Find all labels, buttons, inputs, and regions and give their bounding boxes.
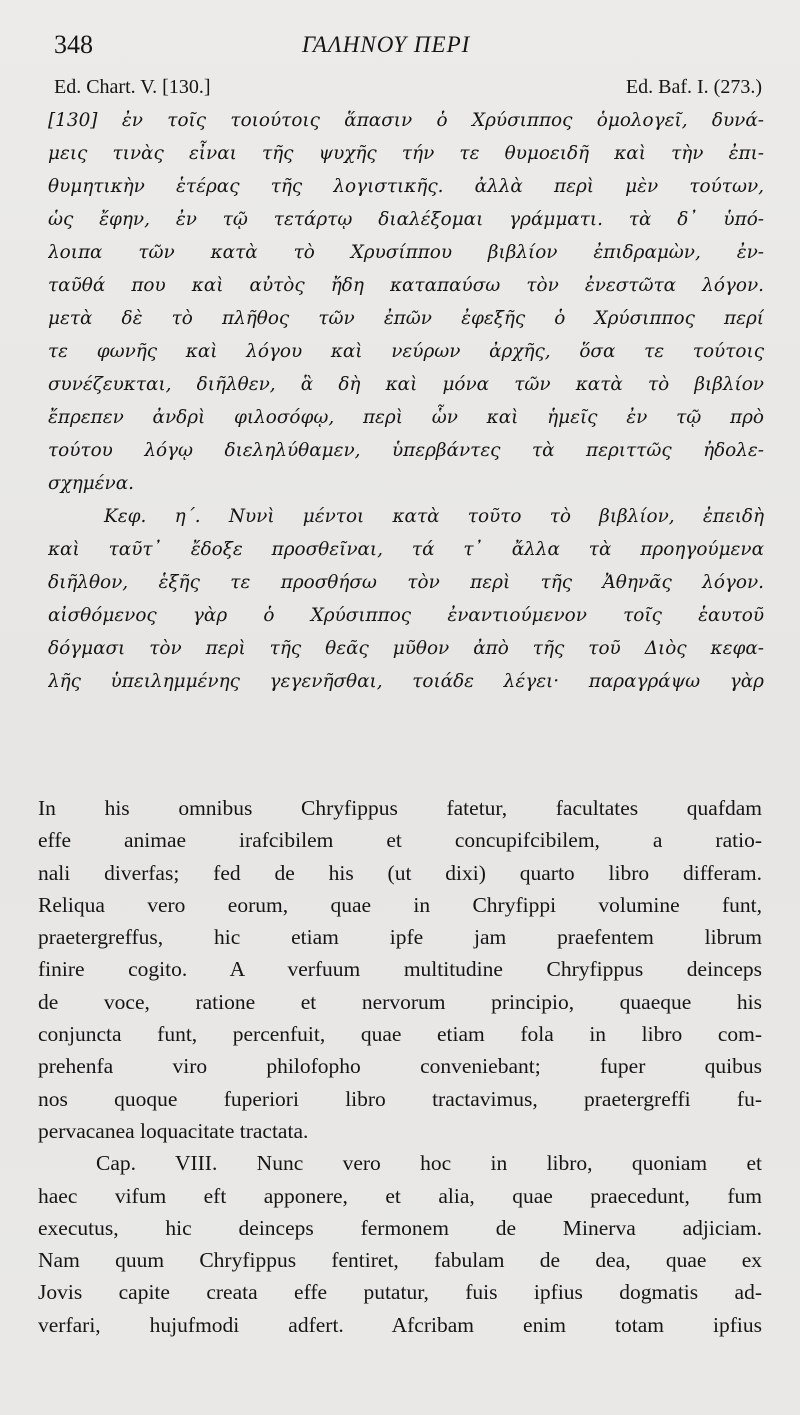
greek-line: τούτου λόγῳ διεληλύθαμεν, ὑπερβάντες τὰ περιττῶς ἠδολε- (48, 440, 764, 461)
latin-line: haec vifum eft apponere, et alia, quae praecedunt, fum (38, 1183, 762, 1208)
greek-line: ὡς ἔφην, ἐν τῷ τετάρτῳ διαλέξομαι γράμματι. τὰ δ᾿ ὑπό- (48, 209, 764, 230)
latin-line: nos quoque fuperiori libro tractavimus, praetergreffi fu- (38, 1086, 762, 1111)
latin-chapter-line: Cap. VIII. Nunc vero hoc in libro, quoniam et (96, 1151, 762, 1176)
greek-line: συνέζευκται, διῆλθεν, ἃ δὴ καὶ μόνα τῶν κατὰ τὸ βιβλίον (48, 374, 764, 395)
latin-line: pervacanea loquacitate tractata. (38, 1118, 309, 1143)
latin-line: Jovis capite creata effe putatur, fuis ipfius dogmatis ad- (38, 1280, 762, 1305)
page-number: 348 (54, 30, 93, 59)
edition-references (54, 76, 762, 100)
greek-line: καὶ ταῦτ᾿ ἔδοξε προσθεῖναι, τά τ᾿ ἄλλα τὰ προηγούμενα (48, 539, 764, 560)
greek-line: [130] ἐν τοῖς τοιούτοις ἅπασιν ὁ Χρύσιππος ὁμολογεῖ, δυνά- (48, 110, 764, 131)
latin-line: executus, hic deinceps fermonem de Minerva adjiciam. (38, 1215, 762, 1240)
latin-line: verfari, hujufmodi adfert. Afcribam enim totam ipfius (38, 1312, 762, 1337)
greek-line: λοιπα τῶν κατὰ τὸ Χρυσίππου βιβλίον ἐπιδραμὼν, ἐν- (48, 242, 764, 263)
greek-text-block (48, 104, 764, 698)
greek-line: σχημένα. (48, 473, 134, 494)
running-title: ΓΑΛΗΝΟΥ ΠΕΡΙ (302, 32, 471, 57)
latin-line: nali diverfas; fed de his (ut dixi) quarto libro differam. (38, 860, 762, 885)
latin-line: Reliqua vero eorum, quae in Chryfippi volumine funt, (38, 892, 762, 917)
latin-line: conjuncta funt, percenfuit, quae etiam fola in libro com- (38, 1022, 762, 1047)
latin-line: Nam quum Chryfippus fentiret, fabulam de dea, quae ex (38, 1248, 762, 1273)
greek-line: δόγμασι τὸν περὶ τῆς θεᾶς μῦθον ἀπὸ τῆς τοῦ Διὸς κεφα- (48, 638, 764, 659)
greek-line: αἰσθόμενος γὰρ ὁ Χρύσιππος ἐναντιούμενον τοῖς ἑαυτοῦ (48, 605, 764, 626)
greek-line: διῆλθον, ἑξῆς τε προσθήσω τὸν περὶ τῆς Ἀθηνᾶς λόγον. (48, 572, 764, 593)
latin-line: de voce, ratione et nervorum principio, quaeque his (38, 989, 762, 1014)
greek-line: μεις τινὰς εἶναι τῆς ψυχῆς τήν τε θυμοειδῆ καὶ τὴν ἐπι- (48, 143, 764, 164)
latin-line: finire cogito. A verfuum multitudine Chryfippus deinceps (38, 957, 762, 982)
edition-left: Ed. Chart. V. [130.] (54, 76, 211, 98)
greek-chapter-line: Κεφ. η΄. Νυνὶ μέντοι κατὰ τοῦτο τὸ βιβλίον, ἐπειδὴ (104, 506, 764, 527)
latin-line: prehenfa viro philofopho conveniebant; fuper quibus (38, 1054, 762, 1079)
latin-text-block (38, 792, 762, 1341)
latin-line: In his omnibus Chryfippus fatetur, facultates quafdam (38, 796, 762, 820)
greek-line: ταῦθά που καὶ αὐτὸς ἤδη καταπαύσω τὸν ἐνεστῶτα λόγον. (48, 275, 764, 296)
greek-line: ἔπρεπεν ἀνδρὶ φιλοσόφῳ, περὶ ὧν καὶ ἡμεῖς ἐν τῷ πρὸ (48, 407, 764, 428)
running-head (54, 30, 760, 62)
greek-line: μετὰ δὲ τὸ πλῆθος τῶν ἐπῶν ἐφεξῆς ὁ Χρύσιππος περί (48, 308, 764, 329)
greek-line: λῆς ὑπειλημμένης γεγενῆσθαι, τοιάδε λέγει· παραγράψω γὰρ (48, 671, 764, 692)
edition-right: Ed. Baf. I. (273.) (625, 76, 762, 98)
greek-line: θυμητικὴν ἑτέρας τῆς λογιστικῆς. ἀλλὰ περὶ μὲν τούτων, (48, 176, 764, 197)
latin-line: effe animae irafcibilem et concupifcibilem, a ratio- (38, 828, 762, 853)
greek-line: τε φωνῆς καὶ λόγου καὶ νεύρων ἀρχῆς, ὅσα τε τούτοις (48, 341, 764, 362)
latin-line: praetergreffus, hic etiam ipfe jam praefentem librum (38, 925, 762, 950)
